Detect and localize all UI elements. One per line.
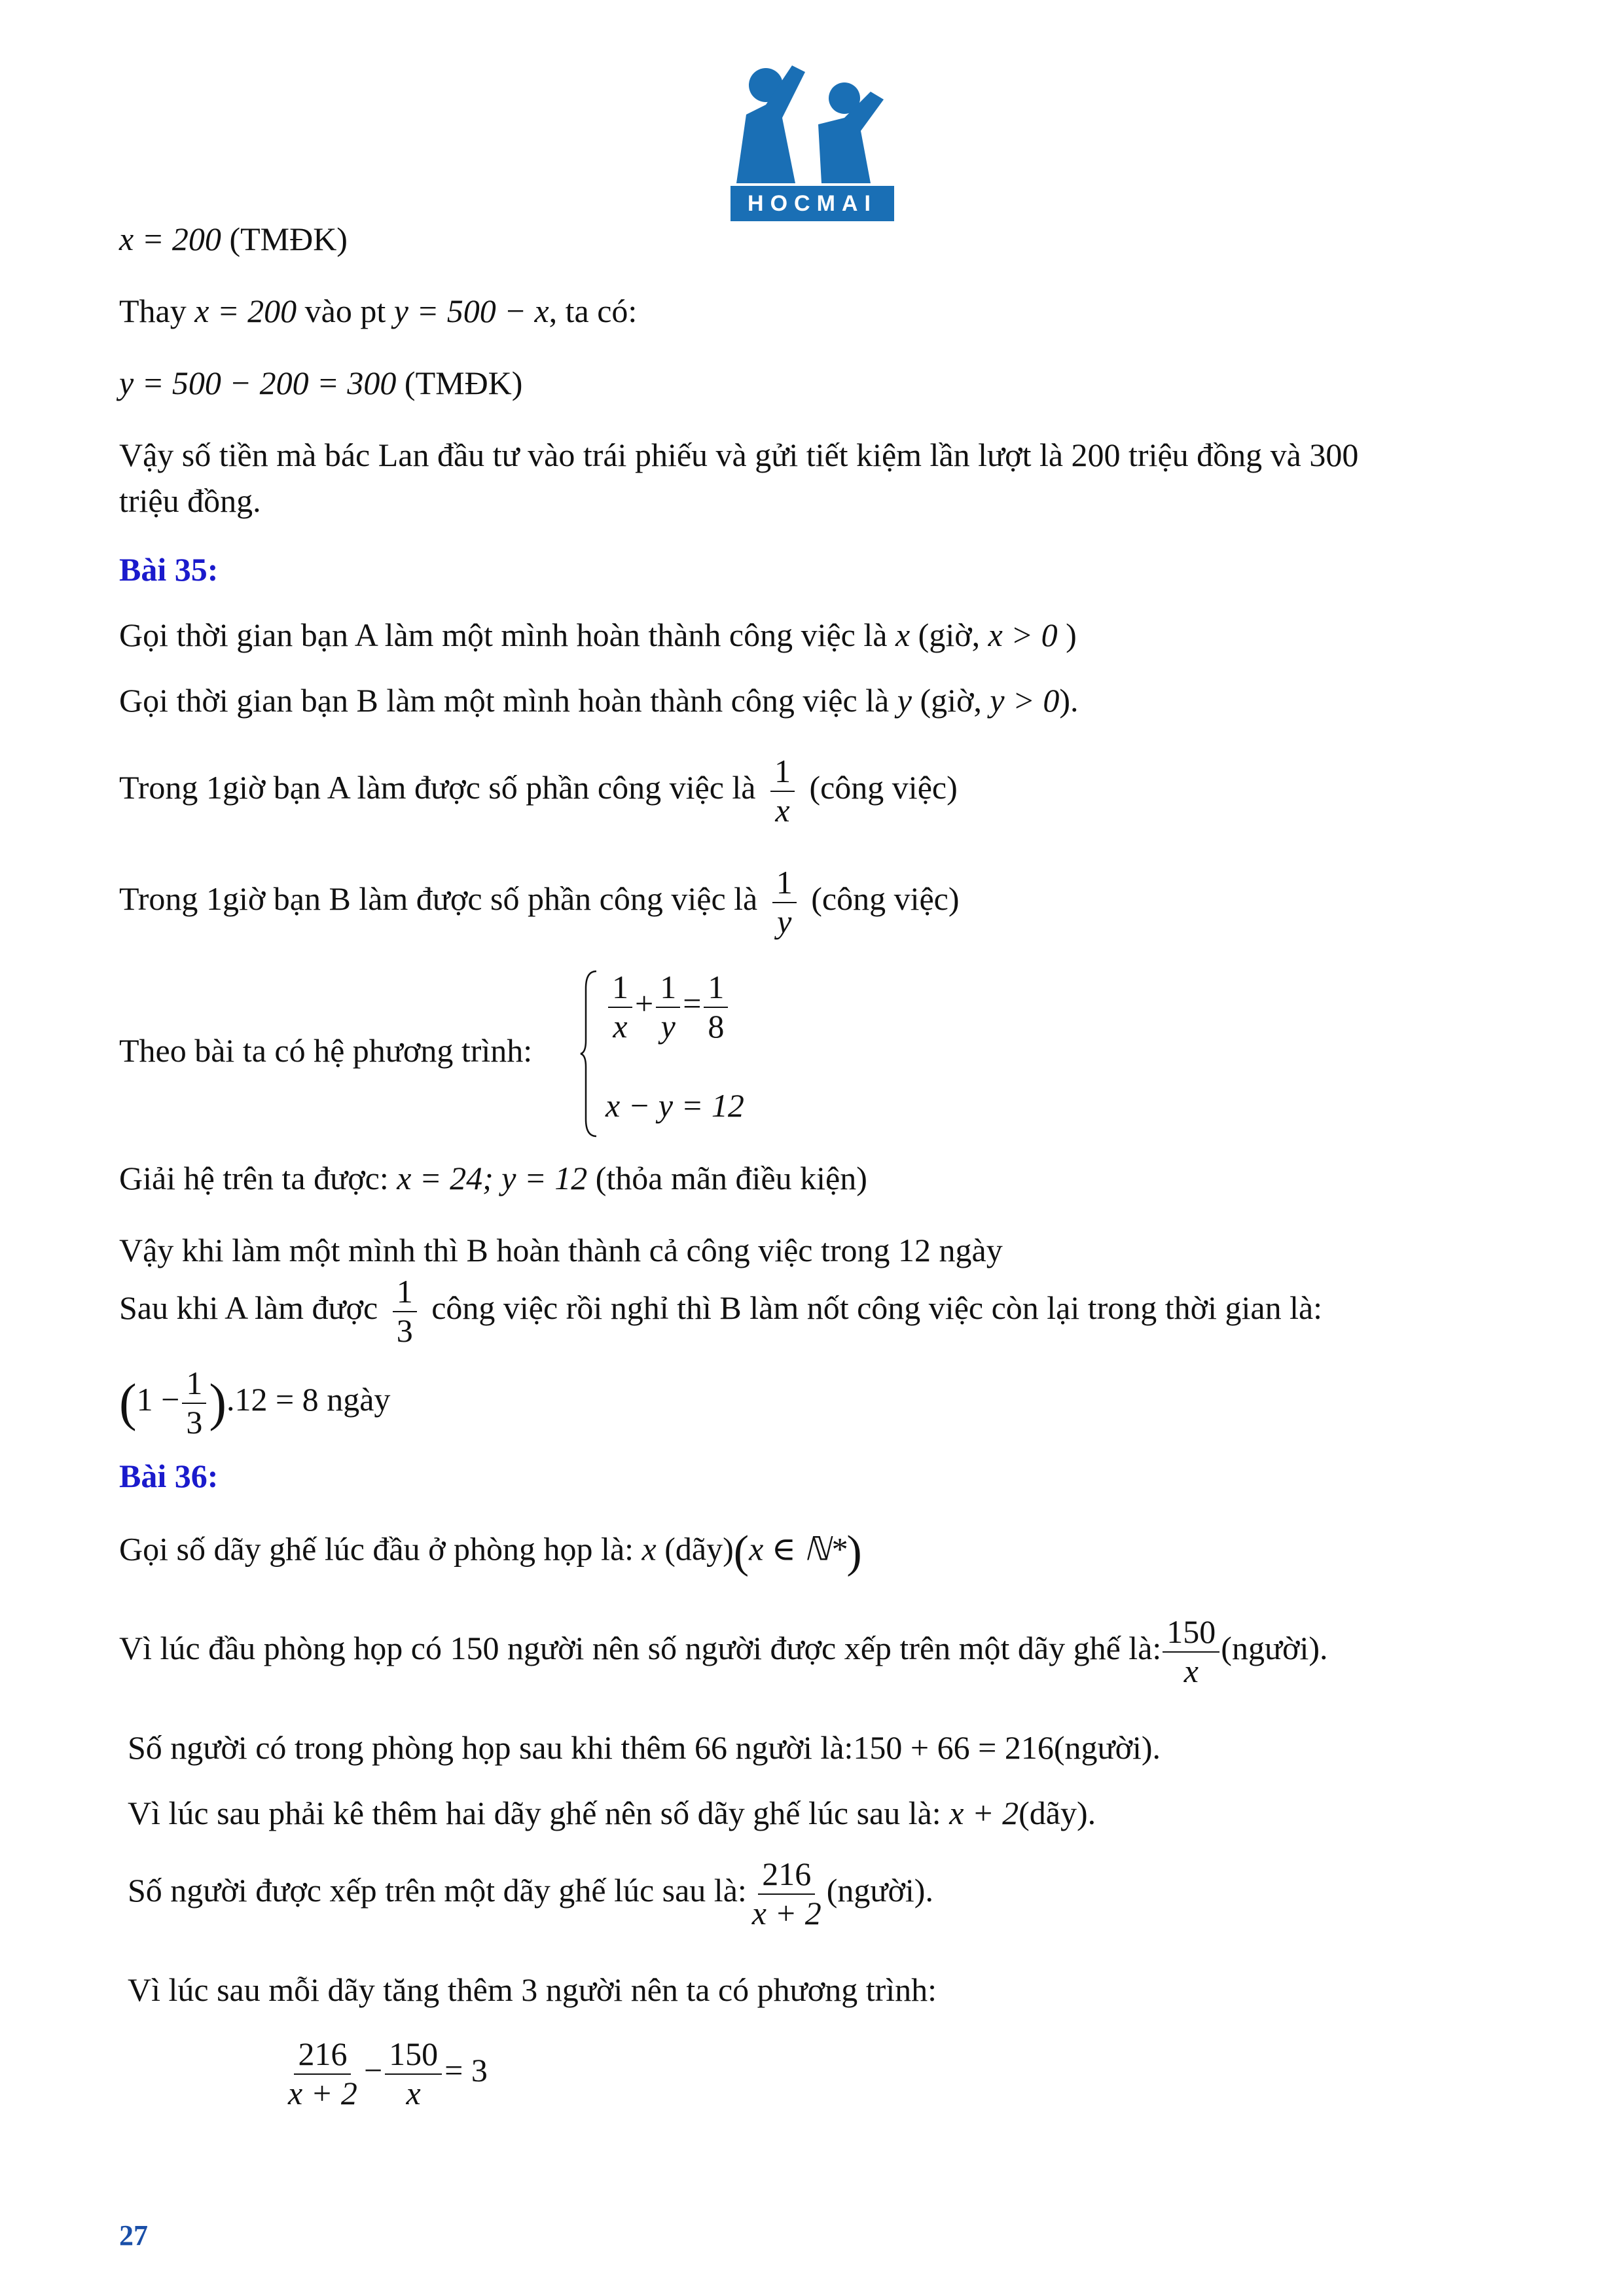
text: ) [1066, 617, 1077, 653]
text: Vì lúc sau phải kê thêm hai dãy ghế nên số dãy ghế lúc sau là: [128, 1795, 941, 1831]
fraction-denominator: y [777, 903, 792, 940]
bai36-p5 [128, 1856, 933, 1932]
fraction [608, 969, 632, 1045]
text: ngày [939, 1232, 1003, 1268]
line-4b: triệu đồng. [119, 482, 261, 519]
bai36-p6 [128, 1970, 937, 2009]
left-paren: ( [733, 1527, 749, 1577]
text: ). [1059, 682, 1079, 719]
bai36-p3 [128, 1728, 1161, 1767]
solution: x = 24; y = 12 [397, 1160, 588, 1196]
text: Vì lúc sau mỗi dãy tăng thêm [128, 1971, 513, 2008]
fraction-denominator: y [660, 1007, 676, 1045]
fraction-denominator: x [613, 1007, 628, 1045]
bai35-p7 [119, 1230, 1003, 1270]
text: (người). [1053, 1729, 1161, 1766]
text: Số người được xếp trên một dãy ghế lúc sau là: [128, 1871, 747, 1909]
fraction [385, 2036, 442, 2112]
number: 150 [450, 1629, 499, 1666]
text: , ta có: [549, 293, 638, 329]
fraction-numerator: 1 [182, 1365, 206, 1404]
text: người là: [735, 1729, 854, 1766]
page-number: 27 [119, 2219, 148, 2251]
fraction [182, 1365, 206, 1441]
bai35-p4 [119, 864, 960, 941]
fraction-numerator: 1 [704, 969, 728, 1008]
fraction [1163, 1613, 1219, 1690]
fraction-numerator: 216 [294, 2036, 351, 2075]
bai36-p2 [119, 1613, 1328, 1690]
bai35-p1 [119, 615, 1077, 655]
fraction-denominator: x + 2 [751, 1894, 821, 1931]
fraction [748, 1856, 825, 1932]
text: người nên số người được xếp trên một dãy ghế là: [507, 1629, 1162, 1666]
number: 1 − [136, 1380, 180, 1418]
bai35-p9 [119, 1365, 390, 1441]
equation: y = 500 − x [393, 293, 549, 329]
text: (công việc) [809, 768, 958, 806]
operator: − [363, 2051, 383, 2089]
bai36-p1 [119, 1525, 862, 1580]
text: (dãy). [1019, 1795, 1096, 1831]
fraction-numerator: 1 [770, 753, 795, 792]
fraction-denominator: 3 [186, 1403, 203, 1441]
equation: .12 = 8 [226, 1380, 319, 1418]
right-paren: ) [846, 1527, 862, 1577]
line-2 [119, 291, 637, 331]
line-4a: Vậy số tiền mà bác Lan đầu tư vào trái phiếu và gửi tiết kiệm lần lượt là 200 triệu đồng và 300 [119, 437, 1359, 473]
text: Thay [119, 293, 187, 329]
note: (TMĐK) [229, 221, 348, 257]
fraction-numerator: 1 [608, 969, 632, 1008]
variable: x [895, 617, 911, 653]
fraction-denominator: 8 [708, 1007, 725, 1045]
fraction-denominator: x [775, 791, 790, 829]
left-paren: ( [119, 1374, 137, 1432]
text: giờ bạn A làm được số phần công việc là [222, 768, 756, 806]
fraction-denominator: x [1183, 1652, 1199, 1689]
text: (giờ, [918, 617, 981, 653]
fraction [770, 753, 795, 829]
bai36-p4 [128, 1793, 1096, 1833]
brace-icon [579, 969, 599, 1139]
fraction-numerator: 216 [758, 1856, 815, 1895]
fraction-numerator: 1 [772, 864, 797, 903]
variable: x [641, 1530, 657, 1568]
bai35-p3 [119, 753, 958, 829]
system-equation-1 [605, 969, 731, 1045]
number: 1 [206, 880, 223, 917]
fraction [393, 1273, 417, 1350]
line-3 [119, 363, 522, 403]
heading-bai-36: Bài 36: [119, 1458, 219, 1494]
text: Sau khi A làm được [119, 1289, 378, 1326]
equation: x = 200 [194, 293, 297, 329]
fraction [704, 969, 728, 1045]
fraction [284, 2036, 361, 2112]
note: (TMĐK) [404, 365, 523, 401]
text: người nên ta có phương trình: [545, 1971, 937, 2008]
number: 12 [898, 1232, 931, 1268]
text: (thỏa mãn điều kiện) [595, 1160, 867, 1196]
text: Gọi số dãy ghế lúc đầu ở phòng họp là: [119, 1530, 634, 1568]
fraction [656, 969, 680, 1045]
text: (người). [1221, 1629, 1328, 1666]
text: Vậy khi làm một mình thì B hoàn thành cả công việc trong [119, 1232, 890, 1268]
text: Số người có trong phòng họp sau khi thêm [128, 1729, 687, 1766]
bai36-p7 [281, 2036, 488, 2112]
text: Trong [119, 880, 198, 917]
right-paren: ) [209, 1374, 226, 1432]
text: (công việc) [811, 880, 960, 917]
text: giờ bạn B làm được số phần công việc là [222, 880, 758, 917]
operator: + [635, 984, 654, 1022]
fraction-denominator: x + 2 [288, 2074, 357, 2111]
condition: y > 0 [990, 682, 1060, 719]
text: công việc rồi nghỉ thì B làm nốt công việc còn lại trong thời gian là: [431, 1289, 1323, 1326]
text: (dãy) [664, 1530, 734, 1568]
line-1 [119, 219, 348, 259]
bai35-p5-label: Theo bài ta có hệ phương trình: [119, 1032, 533, 1069]
text: Giải hệ trên ta được: [119, 1160, 389, 1196]
system-equation-2: x − y = 12 [605, 1087, 744, 1124]
text: (giờ, [920, 682, 982, 719]
operator: = [683, 984, 702, 1022]
text: Trong [119, 768, 198, 806]
equation: 150 + 66 = 216 [853, 1729, 1054, 1766]
bai35-p8 [119, 1273, 1322, 1350]
fraction-numerator: 1 [656, 969, 680, 1008]
text: (người). [826, 1871, 933, 1909]
text: Gọi thời gian bạn A làm một mình hoàn thành công việc là [119, 617, 888, 653]
fraction-numerator: 150 [385, 2036, 442, 2075]
fraction-numerator: 150 [1163, 1613, 1219, 1653]
text: Gọi thời gian bạn B làm một mình hoàn thành công việc là [119, 682, 890, 719]
bai35-p6 [119, 1158, 867, 1198]
equation: x + 2 [949, 1795, 1019, 1831]
condition: x ∈ ℕ* [749, 1530, 847, 1568]
text: Vì lúc đầu phòng họp có [119, 1629, 442, 1666]
bai35-p2 [119, 681, 1079, 720]
equation: x = 200 [119, 221, 221, 257]
variable: y [897, 682, 912, 719]
unit: ngày [327, 1380, 391, 1418]
text: vào pt [304, 293, 386, 329]
equation: y = 500 − 200 = 300 [119, 365, 397, 401]
number: 3 [521, 1971, 538, 2008]
heading-bai-35: Bài 35: [119, 551, 219, 588]
fraction-denominator: x [406, 2074, 421, 2111]
condition: x > 0 [988, 617, 1058, 653]
fraction [772, 864, 797, 941]
number: 66 [695, 1729, 727, 1766]
number: 1 [206, 768, 223, 806]
logo-text: HOCMAI [731, 186, 894, 221]
equation: = 3 [444, 2051, 488, 2089]
fraction-denominator: 3 [396, 1312, 413, 1349]
fraction-numerator: 1 [393, 1273, 417, 1312]
